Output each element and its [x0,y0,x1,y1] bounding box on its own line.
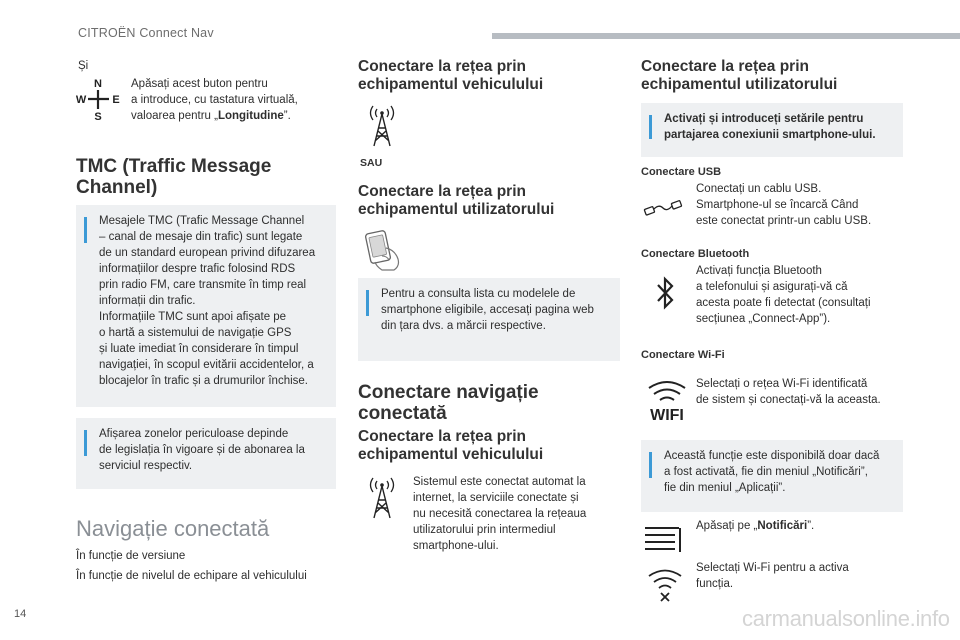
text-line: este conectat printr-un cablu USB. [696,215,872,227]
text-line: secțiunea „Connect-App”). [696,313,831,325]
wifi-heading: Conectare Wi-Fi [641,349,725,361]
wifi-off-icon [647,568,683,602]
manual-title: CITROËN Connect Nav [78,26,214,40]
text-line: a fost activată, fie din meniul „Notificări”, [664,466,868,478]
info-stripe [84,430,87,456]
compass-icon [76,76,124,122]
notifications-instruction: Apăsați pe „Notificări”. [696,520,815,532]
info-stripe [366,290,369,316]
page-number: 14 [14,608,27,620]
text-line: prin radio FM, care transmite în timp real [99,279,307,291]
usb-text [696,181,871,229]
text-line: smartphone-ului. [413,540,499,552]
text-line: utilizatorului prin intermediul [413,524,556,536]
user-network-heading-2: Conectare la rețea prin echipamentul utilizatorului [641,58,838,93]
equipment-note: În funcție de nivelul de echipare al vehiculului [76,570,307,582]
version-note: În funcție de versiune [76,550,186,562]
text-line: a telefonului și asigurați-vă că [696,281,848,293]
eligible-phones-note-box [358,278,620,361]
text-line: Pentru a consulta lista cu modelele de [381,288,576,300]
info-stripe [649,115,652,139]
compass-description: Apăsați acest buton pentru a introduce, cu tastatura virtuală, valoarea pentru „Longitudine”. [131,78,298,122]
compass-w: W [76,94,87,106]
wifi-label: WIFI [650,407,684,422]
text-line: de legislația în vigoare și de abonarea la [99,444,305,456]
wifi-activate-text [696,560,849,592]
text-line: Afișarea zonelor periculoase depinde [99,428,289,440]
danger-zones-note-text [99,426,305,474]
text-line: Selectați o rețea Wi-Fi identificată [696,378,868,390]
text-line: navigației, în scopul evitării accidentelor, a [99,359,314,371]
antenna-icon [362,476,402,520]
text-line: smartphone eligibile, accesați pagina web [381,304,594,316]
connected-nav-heading: Navigație conectată [76,516,270,541]
antenna-icon [362,104,402,148]
text-line: partajarea conexiunii smartphone-ului. [664,129,876,141]
bluetooth-text [696,263,871,327]
tmc-note-box [76,205,336,407]
connected-nav-connection-heading: Conectare navigație conectată [358,382,539,424]
eligible-phones-note-text [381,286,594,334]
tmc-heading: TMC (Traffic Message Channel) [76,156,272,198]
availability-note-text [664,448,879,496]
text-line: internet, la serviciile conectate și [413,492,579,504]
usb-heading: Conectare USB [641,166,722,178]
info-stripe [649,452,652,478]
availability-note-box [641,440,903,512]
text-line: Activați funcția Bluetooth [696,265,822,277]
bluetooth-icon [655,276,677,310]
text-line: nu necesită conectarea la rețeaua [413,508,587,520]
text-line: acesta poate fi detectat (consultați [696,297,871,309]
wifi-text [696,376,881,408]
text-line: Mesajele TMC (Trafic Message Channel [99,215,305,227]
text-line: informații din trafic. [99,295,196,307]
vehicle-network-heading: Conectare la rețea prin echipamentul vehiculului [358,58,544,93]
compass-n: N [94,78,102,90]
text-line: fie din meniul „Aplicații”. [664,482,786,494]
smartphone-icon [362,226,408,272]
user-network-heading: Conectare la rețea prin echipamentul utilizatorului [358,183,555,218]
text-line: blocajelor în trafic și a drumurilor închise. [99,375,308,387]
sharing-settings-note-text [664,111,876,143]
text-line: – canal de mesaje din trafic) sunt legate [99,231,303,243]
text-line: informațiilor despre trafic folosind RDS [99,263,296,275]
watermark: carmanualsonline.info [742,606,950,631]
text-line: de sistem și conectați-vă la aceasta. [696,394,881,406]
notifications-menu-icon [643,526,683,554]
danger-zones-note-box [76,418,336,489]
or-label: SAU [360,157,383,169]
si-text: Și [78,60,89,72]
compass-s: S [94,111,102,122]
text-line: de un standard european privind difuzarea [99,247,316,259]
text-line: Activați și introduceți setările pentru [664,113,864,125]
text-line: Smartphone-ul se încarcă Când [696,199,859,211]
auto-connection-text [413,474,586,554]
sharing-settings-note-box [641,103,903,157]
header-bar [492,33,960,39]
wifi-icon [645,378,689,422]
info-stripe [84,217,87,243]
vehicle-network-heading-2: Conectare la rețea prin echipamentul vehiculului [358,428,544,463]
text-line: Selectați Wi-Fi pentru a activa [696,562,849,574]
text-line: Informațiile TMC sunt apoi afișate pe [99,311,287,323]
bluetooth-heading: Conectare Bluetooth [641,248,750,260]
text-line: Conectați un cablu USB. [696,183,822,195]
text-line: Această funcție este disponibilă doar dacă [664,450,880,462]
text-line: funcția. [696,578,734,590]
usb-cable-icon [643,194,683,222]
compass-e: E [112,94,120,106]
text-line: serviciul respectiv. [99,460,193,472]
text-line: din țara dvs. a mărcii respective. [381,320,546,332]
tmc-note-text [99,213,315,389]
text-line: o hartă a sistemului de navigație GPS [99,327,292,339]
text-line: Sistemul este conectat automat la [413,476,586,488]
text-line: și luate imediat în considerare în timpul [99,343,299,355]
